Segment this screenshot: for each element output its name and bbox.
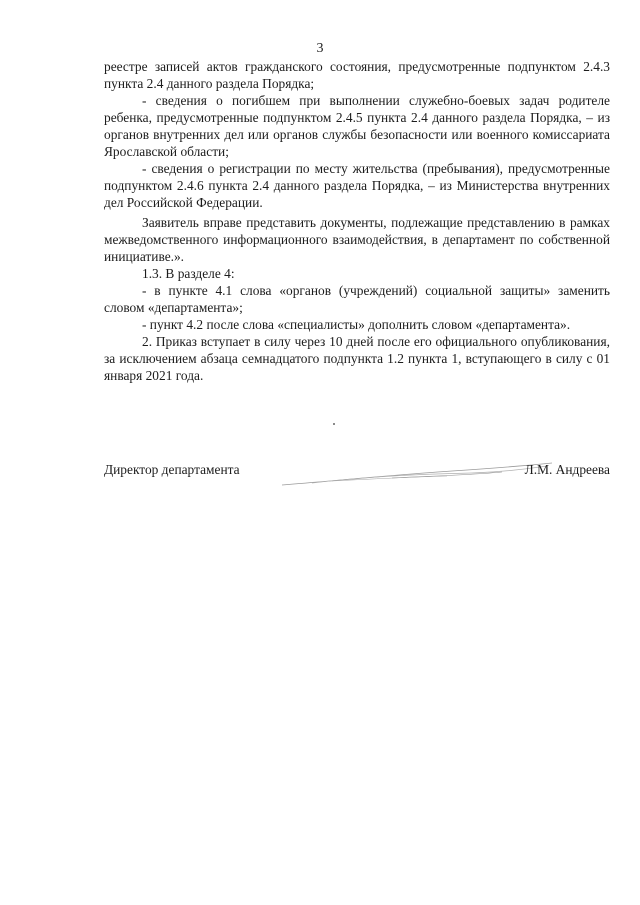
paragraph-item-4-1: - в пункте 4.1 слова «органов (учреждений) социальной защиты» заменить словом «департамента»; [104,283,610,315]
paragraph-item-4-2: - пункт 4.2 после слова «специалисты» дополнить словом «департамента». [142,317,571,332]
signature-block [104,461,610,491]
scan-speck [333,423,335,425]
paragraph-applicant-right: Заявитель вправе представить документы, подлежащие представлению в рамках межведомственного информационного взаимодействия, в департамент по собственной инициативе.». [104,215,610,264]
paragraph-registry-continuation: реестре записей актов гражданского состояния, предусмотренные подпунктом 2.4.3 пункта 2.4 данного раздела Порядка; [104,59,610,91]
handwritten-signature [272,457,562,493]
paragraph-section-4-heading: 1.3. В разделе 4: [142,266,235,281]
paragraph-effective-date: 2. Приказ вступает в силу через 10 дней после его официального опубликования, за исключением абзаца семнадцатого подпункта 1.2 пункта 1, вступающего в силу с 01 января 2021 года. [104,334,610,383]
signatory-position: Директор департамента [104,462,240,477]
paragraph-deceased-parent-info: - сведения о погибшем при выполнении служебно-боевых задач родителе ребенка, предусмотренные подпунктом 2.4.5 пункта 2.4 данного раздела Порядка, – из органов внутренних дел или органов службы безопасности или военного комиссариата Ярославской области; [104,93,610,159]
page-number: 3 [316,41,324,56]
document-body [104,58,610,384]
signatory-name: Л.М. Андреева [524,462,610,477]
paragraph-registration-info: - сведения о регистрации по месту жительства (пребывания), предусмотренные подпунктом 2.4.6 пункта 2.4 данного раздела Порядка, – из Министерства внутренних дел Российской Федерации. [104,161,610,210]
